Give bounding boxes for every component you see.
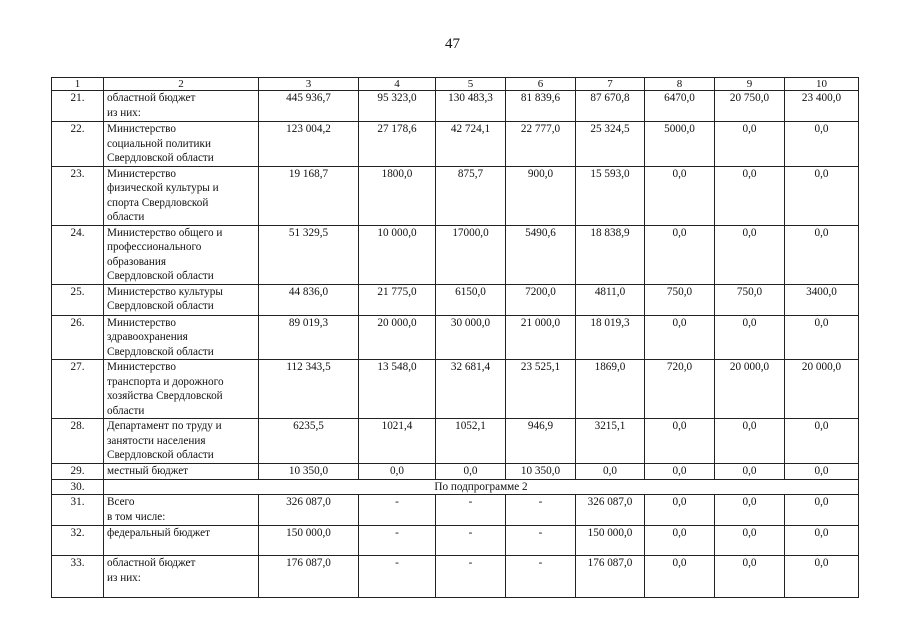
value-cell: 112 343,5 xyxy=(259,360,359,419)
item-name-line: образования xyxy=(107,255,167,268)
value-cell: 0,0 xyxy=(645,526,715,556)
item-name-line: транспорта и дорожного xyxy=(107,375,224,388)
value-cell: 20 000,0 xyxy=(359,315,436,360)
value-cell: 3400,0 xyxy=(785,284,859,315)
row-number-cell: 29. xyxy=(52,464,104,480)
row-number-cell: 31. xyxy=(52,495,104,526)
item-name-line: хозяйства Свердловской xyxy=(107,390,223,402)
item-name-line: Свердловской области xyxy=(107,345,214,358)
value-cell: 1869,0 xyxy=(576,360,645,419)
value-cell: 5490,6 xyxy=(506,225,576,284)
value-cell: 1021,4 xyxy=(359,419,436,464)
item-name-cell xyxy=(104,495,259,526)
value-cell: 51 329,5 xyxy=(259,225,359,284)
value-cell: 0,0 xyxy=(785,556,859,598)
item-name-line: физической культуры и xyxy=(107,182,219,194)
header-cell: 6 xyxy=(506,78,576,91)
value-cell: 0,0 xyxy=(645,464,715,480)
item-name-line: в том числе: xyxy=(107,510,166,523)
item-name-line: области xyxy=(107,404,145,417)
value-cell: 4811,0 xyxy=(576,284,645,315)
header-cell: 7 xyxy=(576,78,645,91)
table-row xyxy=(52,166,859,225)
item-name-line: Всего xyxy=(107,496,135,508)
value-cell: 44 836,0 xyxy=(259,284,359,315)
value-cell: 720,0 xyxy=(645,360,715,419)
value-cell: 21 775,0 xyxy=(359,284,436,315)
table-row xyxy=(52,122,859,167)
item-name-line: Министерство xyxy=(107,167,176,180)
value-cell: - xyxy=(359,526,436,556)
item-name-line: Министерство общего и xyxy=(107,226,223,239)
item-name-line: Министерство xyxy=(107,361,176,373)
value-cell: 0,0 xyxy=(359,464,436,480)
value-cell: 10 350,0 xyxy=(259,464,359,480)
table-body xyxy=(52,78,859,598)
value-cell: 81 839,6 xyxy=(506,91,576,122)
item-name-line: из них: xyxy=(107,571,141,584)
value-cell: 875,7 xyxy=(436,166,506,225)
header-cell: 1 xyxy=(52,78,104,91)
value-cell: 750,0 xyxy=(645,284,715,315)
value-cell: 0,0 xyxy=(645,225,715,284)
value-cell: 0,0 xyxy=(715,419,785,464)
item-name-line: местный бюджет xyxy=(107,465,189,477)
value-cell: 0,0 xyxy=(645,495,715,526)
value-cell: 20 000,0 xyxy=(715,360,785,419)
value-cell: 19 168,7 xyxy=(259,166,359,225)
item-name-line: профессионального xyxy=(107,241,202,253)
item-name-line: здравоохранения xyxy=(107,331,188,343)
item-name-cell xyxy=(104,225,259,284)
value-cell: 6235,5 xyxy=(259,419,359,464)
value-cell: 130 483,3 xyxy=(436,91,506,122)
header-cell: 9 xyxy=(715,78,785,91)
header-cell: 5 xyxy=(436,78,506,91)
item-name-line: социальной политики xyxy=(107,137,211,150)
header-cell: 3 xyxy=(259,78,359,91)
item-name-line: областной бюджет xyxy=(107,92,196,104)
row-number-cell: 28. xyxy=(52,419,104,464)
value-cell: 20 000,0 xyxy=(785,360,859,419)
row-number-cell: 23. xyxy=(52,166,104,225)
value-cell: 0,0 xyxy=(715,464,785,480)
value-cell: 0,0 xyxy=(715,526,785,556)
value-cell: 18 838,9 xyxy=(576,225,645,284)
value-cell: 6150,0 xyxy=(436,284,506,315)
value-cell: 7200,0 xyxy=(506,284,576,315)
value-cell: 18 019,3 xyxy=(576,315,645,360)
row-number-cell: 30. xyxy=(52,479,104,495)
value-cell: 10 000,0 xyxy=(359,225,436,284)
value-cell: - xyxy=(436,495,506,526)
page-number: 47 xyxy=(445,36,460,52)
item-name-line: Министерство xyxy=(107,123,176,135)
value-cell: 946,9 xyxy=(506,419,576,464)
value-cell: 750,0 xyxy=(715,284,785,315)
value-cell: 3215,1 xyxy=(576,419,645,464)
item-name-cell xyxy=(104,526,259,556)
value-cell: - xyxy=(359,495,436,526)
table-row xyxy=(52,315,859,360)
value-cell: 0,0 xyxy=(436,464,506,480)
value-cell: 150 000,0 xyxy=(576,526,645,556)
value-cell: 27 178,6 xyxy=(359,122,436,167)
table-row xyxy=(52,495,859,526)
item-name-line: Свердловской области xyxy=(107,449,214,461)
table-row xyxy=(52,284,859,315)
value-cell: 89 019,3 xyxy=(259,315,359,360)
table-row xyxy=(52,91,859,122)
value-cell: 0,0 xyxy=(645,419,715,464)
value-cell: 20 750,0 xyxy=(715,91,785,122)
value-cell: 6470,0 xyxy=(645,91,715,122)
value-cell: 15 593,0 xyxy=(576,166,645,225)
value-cell: 0,0 xyxy=(715,495,785,526)
column-number-row xyxy=(52,78,859,91)
value-cell: 21 000,0 xyxy=(506,315,576,360)
budget-table xyxy=(51,77,859,598)
value-cell: 0,0 xyxy=(785,464,859,480)
row-number-cell: 21. xyxy=(52,91,104,122)
value-cell: 1800,0 xyxy=(359,166,436,225)
item-name-cell xyxy=(104,464,259,480)
item-name-cell xyxy=(104,419,259,464)
item-name-line: Департамент по труду и xyxy=(107,420,222,432)
item-name-cell xyxy=(104,91,259,122)
value-cell: 42 724,1 xyxy=(436,122,506,167)
value-cell: 176 087,0 xyxy=(576,556,645,598)
value-cell: 326 087,0 xyxy=(576,495,645,526)
value-cell: 23 400,0 xyxy=(785,91,859,122)
table-row xyxy=(52,556,859,598)
row-number-cell: 32. xyxy=(52,526,104,556)
value-cell: 87 670,8 xyxy=(576,91,645,122)
row-number-cell: 25. xyxy=(52,284,104,315)
item-name-line: Свердловской области xyxy=(107,270,214,282)
item-name-line: Министерство культуры xyxy=(107,285,223,298)
header-cell: 2 xyxy=(104,78,259,91)
value-cell: 0,0 xyxy=(785,419,859,464)
value-cell: 23 525,1 xyxy=(506,360,576,419)
value-cell: 0,0 xyxy=(645,556,715,598)
value-cell: 5000,0 xyxy=(645,122,715,167)
row-number-cell: 27. xyxy=(52,360,104,419)
value-cell: 0,0 xyxy=(785,495,859,526)
value-cell: 0,0 xyxy=(785,315,859,360)
item-name-cell xyxy=(104,556,259,598)
value-cell: 0,0 xyxy=(785,526,859,556)
value-cell: 0,0 xyxy=(576,464,645,480)
row-number-cell: 22. xyxy=(52,122,104,167)
value-cell: 0,0 xyxy=(715,166,785,225)
item-name-cell xyxy=(104,122,259,167)
row-number-cell: 24. xyxy=(52,225,104,284)
item-name-line: Свердловской области xyxy=(107,300,214,312)
table-row xyxy=(52,479,859,495)
item-name-cell xyxy=(104,166,259,225)
value-cell: 95 323,0 xyxy=(359,91,436,122)
value-cell: 123 004,2 xyxy=(259,122,359,167)
table-row xyxy=(52,419,859,464)
value-cell: 0,0 xyxy=(715,225,785,284)
value-cell: 900,0 xyxy=(506,166,576,225)
value-cell: 0,0 xyxy=(785,225,859,284)
value-cell: 0,0 xyxy=(715,556,785,598)
subprogram-title-cell: По подпрограмме 2 xyxy=(104,479,859,495)
table-row xyxy=(52,526,859,556)
value-cell: 30 000,0 xyxy=(436,315,506,360)
value-cell: 25 324,5 xyxy=(576,122,645,167)
header-cell: 10 xyxy=(785,78,859,91)
value-cell: 1052,1 xyxy=(436,419,506,464)
table-row xyxy=(52,464,859,480)
item-name-cell xyxy=(104,284,259,315)
value-cell: - xyxy=(359,556,436,598)
item-name-line: занятости населения xyxy=(107,434,206,447)
item-name-line: Свердловской области xyxy=(107,152,214,164)
value-cell: 32 681,4 xyxy=(436,360,506,419)
value-cell: 445 936,7 xyxy=(259,91,359,122)
item-name-cell xyxy=(104,360,259,419)
header-cell: 8 xyxy=(645,78,715,91)
item-name-line: областной бюджет xyxy=(107,557,196,569)
value-cell: 150 000,0 xyxy=(259,526,359,556)
value-cell: 326 087,0 xyxy=(259,495,359,526)
value-cell: 0,0 xyxy=(645,166,715,225)
item-name-line: из них: xyxy=(107,106,141,119)
item-name-line: федеральный бюджет xyxy=(107,527,210,539)
value-cell: - xyxy=(506,526,576,556)
row-number-cell: 26. xyxy=(52,315,104,360)
value-cell: 0,0 xyxy=(645,315,715,360)
table-row xyxy=(52,225,859,284)
item-name-line: области xyxy=(107,211,145,223)
row-number-cell: 33. xyxy=(52,556,104,598)
value-cell: - xyxy=(436,526,506,556)
value-cell: - xyxy=(506,495,576,526)
value-cell: - xyxy=(506,556,576,598)
value-cell: - xyxy=(436,556,506,598)
value-cell: 17000,0 xyxy=(436,225,506,284)
value-cell: 0,0 xyxy=(715,122,785,167)
item-name-line: Министерство xyxy=(107,316,176,329)
value-cell: 176 087,0 xyxy=(259,556,359,598)
value-cell: 0,0 xyxy=(715,315,785,360)
table-row xyxy=(52,360,859,419)
value-cell: 22 777,0 xyxy=(506,122,576,167)
value-cell: 0,0 xyxy=(785,122,859,167)
value-cell: 13 548,0 xyxy=(359,360,436,419)
value-cell: 10 350,0 xyxy=(506,464,576,480)
value-cell: 0,0 xyxy=(785,166,859,225)
header-cell: 4 xyxy=(359,78,436,91)
item-name-cell xyxy=(104,315,259,360)
item-name-line: спорта Свердловской xyxy=(107,196,209,209)
